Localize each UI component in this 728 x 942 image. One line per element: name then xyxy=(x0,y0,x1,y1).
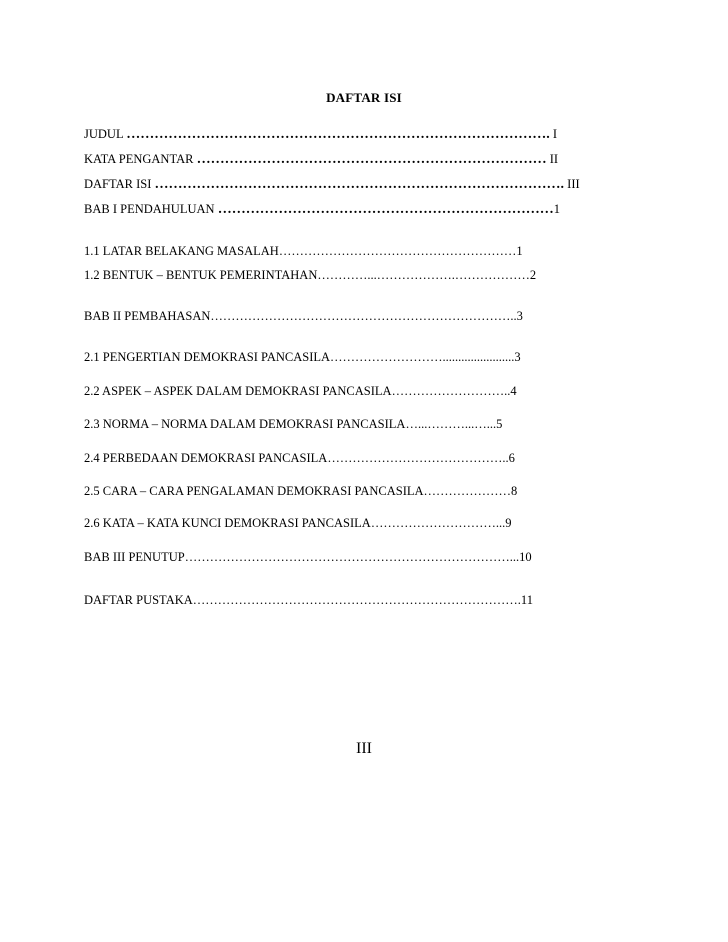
toc-label: 1.1 LATAR BELAKANG MASALAH xyxy=(84,244,279,258)
toc-entry-daftar-pustaka xyxy=(84,592,533,608)
toc-page: 2 xyxy=(529,268,537,282)
toc-entry-2-1 xyxy=(84,349,521,365)
toc-leader: ………………………….. xyxy=(370,516,503,530)
toc-leader: …………………………………………………………………… xyxy=(192,593,518,607)
toc-label: 2.5 CARA – CARA PENGALAMAN DEMOKRASI PANCASILA xyxy=(84,484,424,498)
page-title: DAFTAR ISI xyxy=(326,90,402,105)
toc-entry-2-5 xyxy=(84,483,517,499)
toc-entry-bab-1 xyxy=(84,201,560,218)
toc-page: 4 xyxy=(510,384,517,398)
toc-leader: ………………………………………………… xyxy=(278,244,517,258)
toc-page: .3 xyxy=(513,309,523,323)
toc-label: BAB III PENUTUP xyxy=(84,550,185,564)
toc-entry-2-6 xyxy=(84,515,511,531)
toc-leader: ………………………………………………………………. xyxy=(210,309,514,323)
page-number: III xyxy=(356,740,372,757)
toc-entry-2-4 xyxy=(84,450,515,466)
toc-page: 1 xyxy=(553,202,560,216)
toc-label: DAFTAR PUSTAKA xyxy=(84,593,193,607)
toc-label: JUDUL xyxy=(84,127,127,141)
toc-entry-bab-3 xyxy=(84,549,532,565)
toc-entry-kata-pengantar xyxy=(84,151,558,168)
toc-leader: ……………………….. xyxy=(391,384,511,398)
toc-page: 1 xyxy=(516,244,523,258)
toc-leader: …………………………………….. xyxy=(327,451,509,465)
toc-entry-daftar-isi xyxy=(84,176,580,193)
toc-leader: ………………………....................... xyxy=(330,350,515,364)
toc-label: 2.6 KATA – KATA KUNCI DEMOKRASI PANCASILA xyxy=(84,516,371,530)
toc-page: 3 xyxy=(514,350,521,364)
toc-leader: ………………… xyxy=(423,484,512,498)
toc-entry-judul xyxy=(84,126,557,143)
toc-leader: ……………………………………………………………… xyxy=(217,202,554,217)
toc-page: 8 xyxy=(511,484,518,498)
toc-leader: ………………………………………………………………………………. xyxy=(126,127,550,142)
toc-label: 2.4 PERBEDAAN DEMOKRASI PANCASILA xyxy=(84,451,328,465)
toc-leader: …………...……………….……………… xyxy=(317,268,530,282)
toc-label: 2.3 NORMA – NORMA DALAM DEMOKRASI PANCASILA xyxy=(84,417,406,431)
toc-leader: ………………………………………………………………… xyxy=(196,152,547,167)
toc-label: BAB II PEMBAHASAN xyxy=(84,309,211,323)
toc-page: II xyxy=(546,152,559,166)
toc-entry-2-3 xyxy=(84,416,502,432)
toc-entry-2-2 xyxy=(84,383,517,399)
toc-entry-bab-2 xyxy=(84,308,523,324)
toc-leader: …...………...…... xyxy=(405,417,497,431)
toc-label: DAFTAR ISI xyxy=(84,177,155,191)
toc-page: .11 xyxy=(517,593,533,607)
toc-entry-1-2 xyxy=(84,267,536,283)
toc-leader: ……………………………………………………………………. xyxy=(184,550,513,564)
toc-page: 6 xyxy=(508,451,515,465)
toc-page: 5 xyxy=(496,417,503,431)
toc-entry-1-1 xyxy=(84,243,523,259)
toc-page: I xyxy=(549,127,558,141)
toc-page: III xyxy=(564,177,580,191)
toc-leader: ……………………………………………………………………………. xyxy=(154,177,565,192)
toc-label: 1.2 BENTUK – BENTUK PEMERINTAHAN xyxy=(84,268,318,282)
toc-label: BAB I PENDAHULUAN xyxy=(84,202,218,216)
toc-label: KATA PENGANTAR xyxy=(84,152,197,166)
toc-page: .9 xyxy=(502,516,512,530)
toc-label: 2.1 PENGERTIAN DEMOKRASI PANCASILA xyxy=(84,350,331,364)
toc-label: 2.2 ASPEK – ASPEK DALAM DEMOKRASI PANCASILA xyxy=(84,384,392,398)
toc-page: ..10 xyxy=(512,550,532,564)
